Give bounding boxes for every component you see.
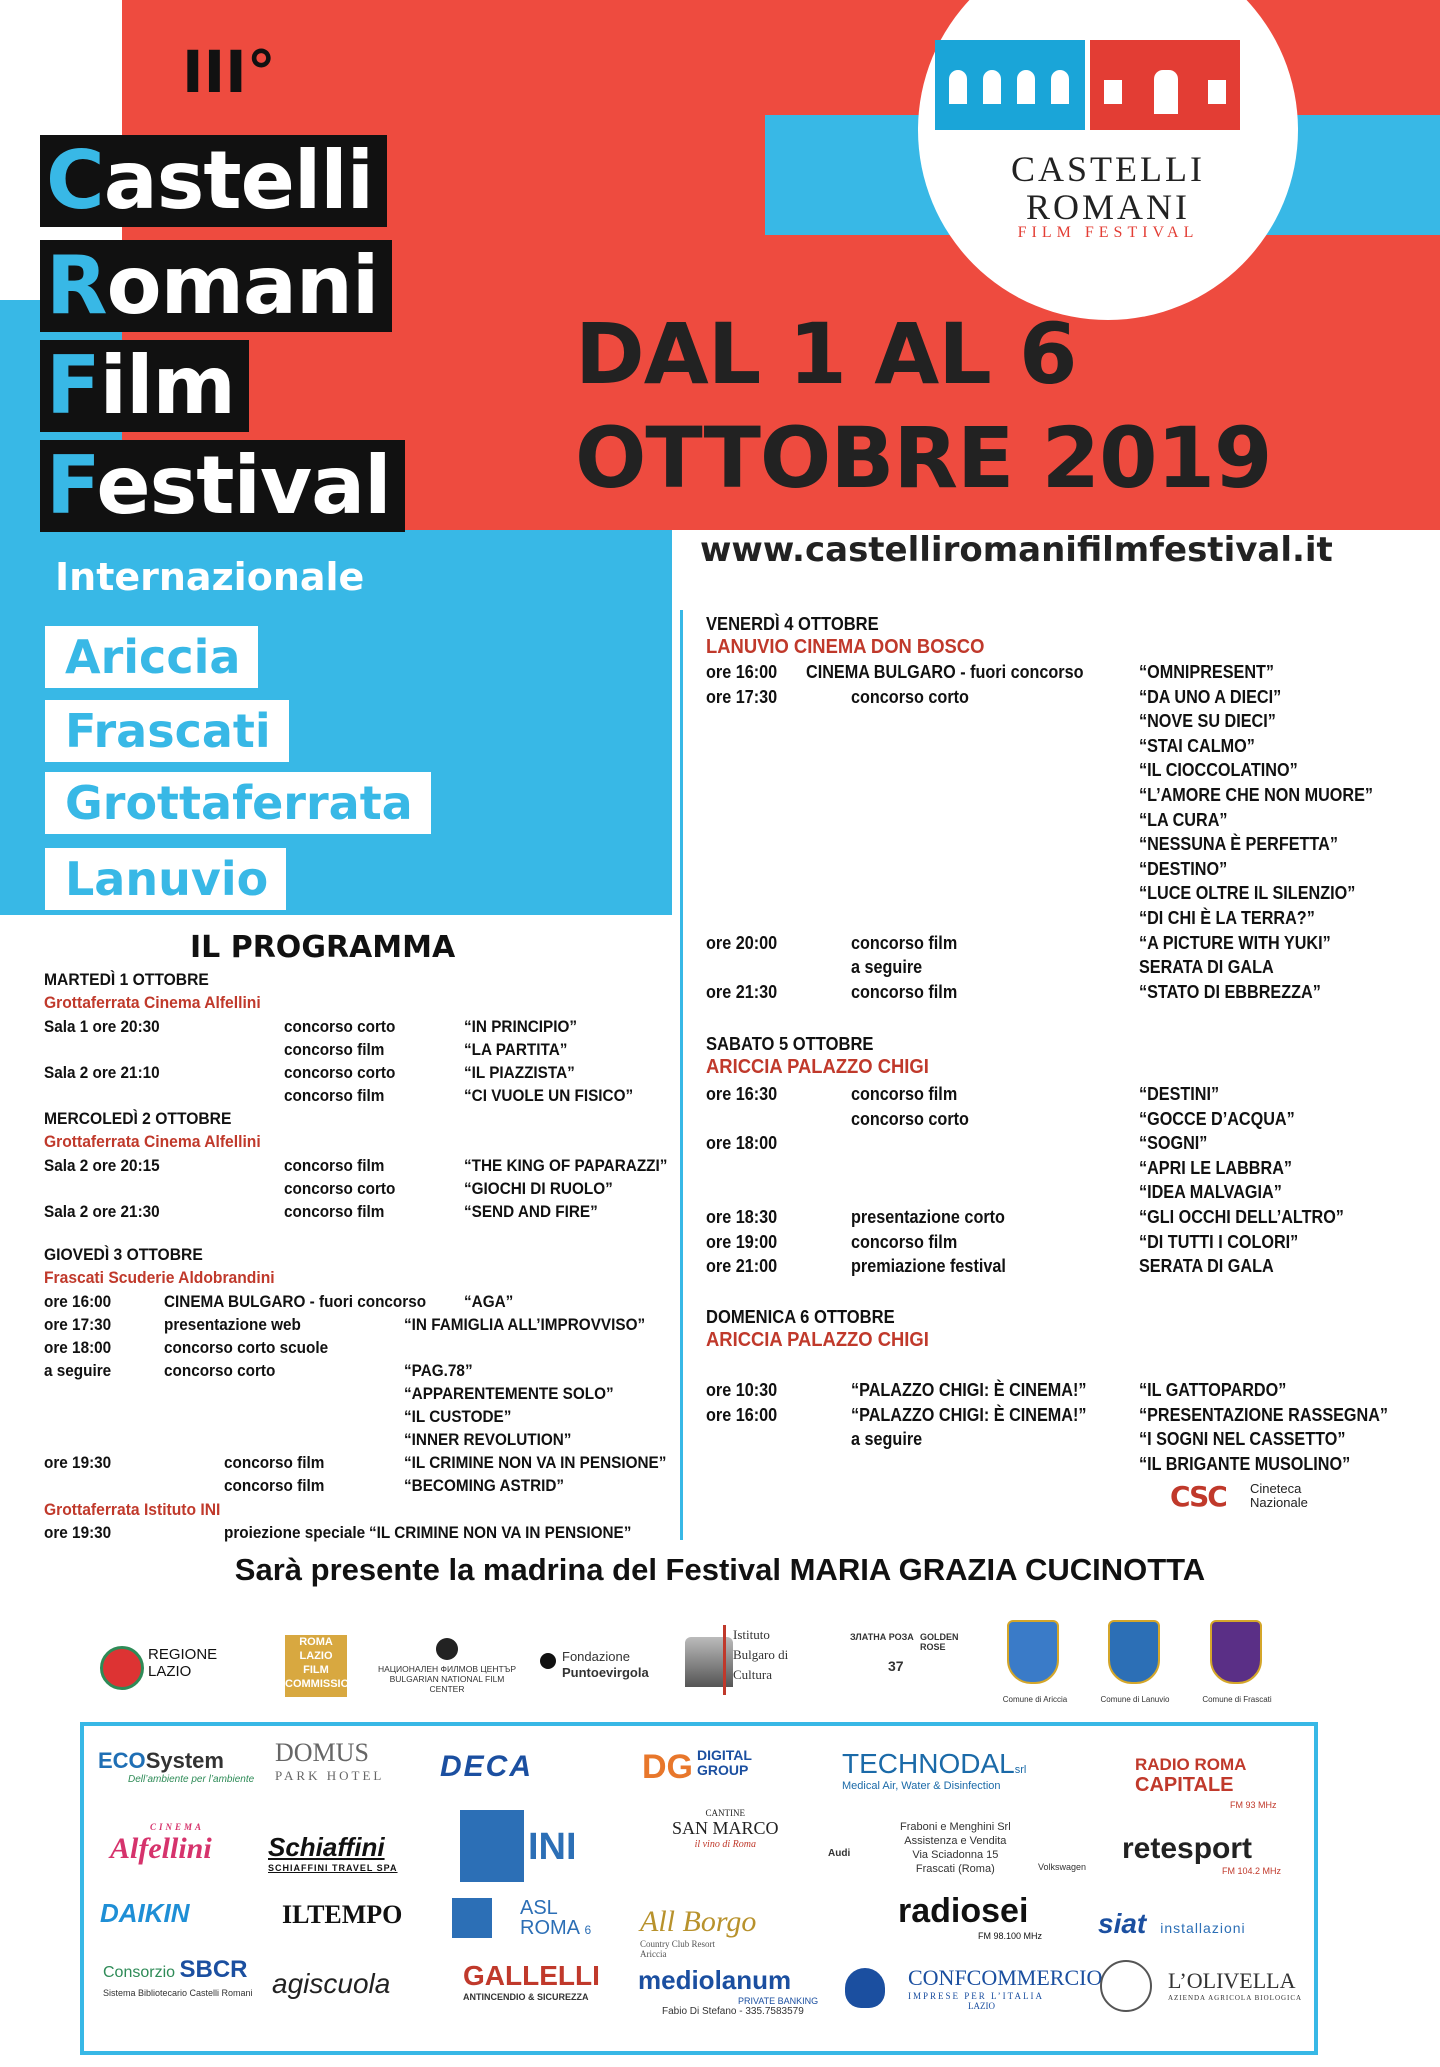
eagle-icon bbox=[845, 1968, 885, 2008]
title-line-romani: Romani bbox=[40, 240, 392, 332]
schedule-row: “IL CIOCCOLATINO” bbox=[1139, 760, 1298, 781]
schedule-row: “NOVE SU DIECI” bbox=[1139, 711, 1276, 732]
schedule-row: concorso corto “GIOCHI DI RUOLO” bbox=[284, 1179, 613, 1198]
schedule-block bbox=[44, 1292, 674, 1499]
venue-heading: LANUVIO CINEMA DON BOSCO bbox=[706, 636, 985, 658]
day-heading: MARTEDÌ 1 OTTOBRE bbox=[44, 970, 209, 989]
schedule-row: “L’AMORE CHE NON MUORE” bbox=[1139, 784, 1374, 805]
sponsor-mediolanum: mediolanum PRIVATE BANKING Fabio Di Stefano - 335.7583579 bbox=[638, 1965, 819, 2017]
edition-number: III° bbox=[182, 38, 276, 106]
schedule-block bbox=[706, 1084, 1426, 1281]
day-heading: DOMENICA 6 OTTOBRE bbox=[706, 1307, 895, 1327]
schedule-row: “LUCE OLTRE IL SILENZIO” bbox=[1139, 883, 1356, 904]
sponsor-deca: DECA bbox=[440, 1750, 534, 1783]
schedule-row: “LA CURA” bbox=[1139, 809, 1228, 830]
sponsor-volkswagen: Volkswagen bbox=[1038, 1862, 1087, 1872]
schedule-row: concorso film “LA PARTITA” bbox=[284, 1040, 568, 1059]
program-title: IL PROGRAMMA bbox=[190, 930, 456, 965]
comune-lanuvio-label: Comune di Lanuvio bbox=[1100, 1695, 1170, 1704]
schedule-row: ore 21:00 premiazione festival SERATA DI GALA bbox=[706, 1256, 1274, 1277]
schedule-row: Sala 2 ore 20:15 concorso film “THE KING OF PAPARAZZI” bbox=[44, 1156, 668, 1175]
schedule-row: Sala 2 ore 21:10 concorso corto “IL PIAZZISTA” bbox=[44, 1063, 575, 1082]
festival-dates: DAL 1 AL 6 OTTOBRE 2019 bbox=[575, 305, 1272, 507]
schedule-row: ore 18:00 “SOGNI” bbox=[706, 1133, 1208, 1154]
town-grottaferrata: Grottaferrata bbox=[45, 772, 431, 834]
film-commission-logo: ROMA LAZIO FILM COMMISSION bbox=[285, 1635, 347, 1697]
day-heading: VENERDÌ 4 OTTOBRE bbox=[706, 614, 879, 634]
schedule-row: “NESSUNA È PERFETTA” bbox=[1139, 834, 1338, 855]
comune-lanuvio-crest-icon bbox=[1108, 1620, 1160, 1684]
day-heading: MERCOLEDÌ 2 OTTOBRE bbox=[44, 1109, 232, 1128]
subtitle-internazionale: Internazionale bbox=[55, 555, 365, 599]
schedule-row: ore 16:30 concorso film “DESTINI” bbox=[706, 1084, 1220, 1104]
schedule-row: a seguire concorso corto “PAG.78” bbox=[44, 1361, 473, 1380]
sponsor-daikin: DAIKIN bbox=[100, 1898, 190, 1928]
schedule-block bbox=[44, 1523, 674, 1546]
schedule-row: Sala 2 ore 21:30 concorso film “SEND AND FIRE” bbox=[44, 1202, 598, 1221]
sponsor-ini: INI bbox=[528, 1826, 577, 1868]
town-frascati: Frascati bbox=[45, 700, 289, 762]
istituto-bulgaro-logo: Istituto Bulgaro di Cultura bbox=[685, 1625, 815, 1695]
schedule-row: concorso corto “GOCCE D’ACQUA” bbox=[851, 1108, 1295, 1129]
schedule-row: “APRI LE LABBRA” bbox=[1139, 1157, 1292, 1178]
schedule-row: ore 18:30 presentazione corto “GLI OCCHI DELL’ALTRO” bbox=[706, 1206, 1344, 1227]
day-heading: GIOVEDÌ 3 OTTOBRE bbox=[44, 1245, 203, 1264]
golden-rose-logo: ЗЛАТНА РОЗА 37 GOLDEN ROSE bbox=[850, 1632, 959, 1674]
sponsor-confcommercio: CONFCOMMERCIO IMPRESE PER L’ITALIA LAZIO bbox=[908, 1965, 1103, 2011]
sponsor-domus: DOMUS PARK HOTEL bbox=[275, 1738, 385, 1783]
cineteca-logo: CSC Cineteca Nazionale bbox=[1170, 1480, 1308, 1513]
sponsor-radiosei: radiosei FM 98.100 MHz bbox=[898, 1892, 1043, 1941]
schedule-row: ore 16:00 “PALAZZO CHIGI: È CINEMA!” “PRESENTAZIONE RASSEGNA” bbox=[706, 1404, 1389, 1425]
sponsor-ecosystem: ECOSystem Dell’ambiente per l’ambiente bbox=[98, 1748, 255, 1785]
schedule-row: “STAI CALMO” bbox=[1139, 735, 1255, 756]
comune-ariccia-label: Comune di Ariccia bbox=[1002, 1695, 1068, 1704]
town-ariccia: Ariccia bbox=[45, 626, 258, 688]
town-lanuvio: Lanuvio bbox=[45, 848, 286, 910]
schedule-row: ore 17:30 presentazione web “IN FAMIGLIA ALL’IMPROVVISO” bbox=[44, 1315, 646, 1334]
ini-cross-icon bbox=[460, 1810, 524, 1882]
sponsor-technodal: TECHNODALsrl Medical Air, Water & Disinfection bbox=[842, 1748, 1027, 1792]
schedule-row: ore 20:00 concorso film “A PICTURE WITH YUKI” bbox=[706, 932, 1331, 953]
sponsor-fraboni-menghini: Fraboni e Menghini Srl Assistenza e Vendita Via Sciadonna 15 Frascati (Roma) bbox=[900, 1821, 1011, 1875]
sponsor-audi: Audi bbox=[828, 1848, 851, 1859]
sponsor-schiaffini: Schiaffini SCHIAFFINI TRAVEL SPA bbox=[268, 1832, 398, 1873]
venue-heading: Grottaferrata Istituto INI bbox=[44, 1500, 221, 1519]
sponsor-retesport: retesport FM 104.2 MHz bbox=[1122, 1832, 1282, 1876]
regione-lazio-logo: REGIONE LAZIO bbox=[100, 1642, 260, 1690]
asl-cross-icon bbox=[452, 1898, 492, 1938]
schedule-row: ore 19:30 concorso film “IL CRIMINE NON VA IN PENSIONE” bbox=[44, 1453, 667, 1472]
schedule-row: a seguire “I SOGNI NEL CASSETTO” bbox=[851, 1429, 1346, 1450]
sponsor-siat: siat installazioni bbox=[1098, 1908, 1246, 1939]
schedule-row: “APPARENTEMENTE SOLO” bbox=[404, 1384, 614, 1403]
sponsor-gallelli: GALLELLI ANTINCENDIO & SICUREZZA bbox=[463, 1960, 600, 2002]
schedule-block bbox=[706, 662, 1426, 1006]
title-line-film: Film bbox=[40, 340, 249, 432]
day-heading: SABATO 5 OTTOBRE bbox=[706, 1034, 874, 1054]
schedule-block bbox=[706, 1380, 1426, 1478]
sponsor-agiscuola: agiscuola bbox=[272, 1968, 391, 1999]
sponsor-all-borgo: All Borgo Country Club Resort Ariccia bbox=[640, 1905, 757, 1959]
logo-text: CASTELLI ROMANI bbox=[1011, 149, 1205, 227]
schedule-row: ore 16:00 CINEMA BULGARO - fuori concorso “AGA” bbox=[44, 1292, 514, 1311]
sponsor-alfellini: CINEMA Alfellini bbox=[110, 1822, 212, 1865]
schedule-row: “IL BRIGANTE MUSOLINO” bbox=[1139, 1453, 1351, 1474]
schedule-row: “DESTINO” bbox=[1139, 858, 1228, 879]
sponsor-asl-roma: ASL ROMA 6 bbox=[520, 1897, 592, 1939]
schedule-block bbox=[44, 1156, 674, 1225]
madrina-announcement: Sarà presente la madrina del Festival MARIA GRAZIA CUCINOTTA bbox=[234, 1552, 1206, 1587]
website-url[interactable]: www.castelliromanifilmfestival.it bbox=[700, 530, 1333, 570]
schedule-row: ore 10:30 “PALAZZO CHIGI: È CINEMA!” “IL GATTOPARDO” bbox=[706, 1380, 1287, 1400]
bulgarian-film-center-logo: НАЦИОНАЛЕН ФИЛМОВ ЦЕНТЪР BULGARIAN NATIONAL FILM CENTER bbox=[372, 1660, 522, 1694]
olivella-seal-icon bbox=[1100, 1960, 1152, 2012]
fondazione-puntoevirgola-logo: Fondazione Puntoevirgola bbox=[540, 1645, 660, 1690]
sponsor-olivella: L’OLIVELLA AZIENDA AGRICOLA BIOLOGICA bbox=[1168, 1968, 1303, 2002]
logo-building-left-icon bbox=[935, 40, 1085, 130]
schedule-row: “INNER REVOLUTION” bbox=[404, 1430, 572, 1449]
title-line-castelli: Castelli bbox=[40, 135, 387, 227]
column-divider bbox=[680, 610, 683, 1540]
venue-heading: Grottaferrata Cinema Alfellini bbox=[44, 993, 261, 1012]
schedule-row: a seguire SERATA DI GALA bbox=[851, 957, 1274, 978]
schedule-row: ore 19:00 concorso film “DI TUTTI I COLORI” bbox=[706, 1231, 1299, 1252]
sponsor-san-marco: CANTINE SAN MARCO il vino di Roma bbox=[672, 1808, 779, 1850]
logo-subtext: FILM FESTIVAL bbox=[1017, 224, 1199, 241]
comune-frascati-crest-icon bbox=[1210, 1620, 1262, 1684]
schedule-row: ore 17:30 concorso corto “DA UNO A DIECI” bbox=[706, 686, 1282, 707]
logo-building-right-icon bbox=[1090, 40, 1240, 130]
venue-heading: ARICCIA PALAZZO CHIGI bbox=[706, 1329, 929, 1351]
schedule-row: ore 21:30 concorso film “STATO DI EBBREZZA” bbox=[706, 981, 1321, 1002]
schedule-row: ore 16:00 CINEMA BULGARO - fuori concorso “OMNIPRESENT” bbox=[706, 662, 1275, 682]
schedule-row: “IDEA MALVAGIA” bbox=[1139, 1182, 1282, 1203]
schedule-row: “DI CHI È LA TERRA?” bbox=[1139, 907, 1315, 928]
sponsor-consorzio-sbcr: Consorzio SBCR Sistema Bibliotecario Castelli Romani bbox=[103, 1956, 253, 1998]
schedule-row: concorso film “CI VUOLE UN FISICO” bbox=[284, 1086, 634, 1105]
schedule-row: Sala 1 ore 20:30 concorso corto “IN PRINCIPIO” bbox=[44, 1017, 578, 1036]
sponsor-digital-group: DG DIGITAL GROUP bbox=[642, 1747, 752, 1786]
venue-heading: Frascati Scuderie Aldobrandini bbox=[44, 1268, 275, 1287]
venue-heading: Grottaferrata Cinema Alfellini bbox=[44, 1132, 261, 1151]
schedule-block bbox=[44, 1017, 674, 1109]
schedule-row: ore 19:30 proiezione speciale “IL CRIMINE NON VA IN PENSIONE” bbox=[44, 1523, 632, 1542]
sponsor-radio-roma-capitale: RADIO ROMA CAPITALE FM 93 MHz bbox=[1135, 1755, 1277, 1810]
comune-frascati-label: Comune di Frascati bbox=[1202, 1695, 1272, 1704]
venue-heading: ARICCIA PALAZZO CHIGI bbox=[706, 1056, 929, 1078]
sponsor-il-tempo: ILTEMPO bbox=[282, 1900, 403, 1929]
comune-ariccia-crest-icon bbox=[1007, 1620, 1059, 1684]
schedule-row: ore 18:00 concorso corto scuole bbox=[44, 1338, 329, 1357]
title-line-festival: Festival bbox=[40, 440, 405, 532]
schedule-row: concorso film “BECOMING ASTRID” bbox=[224, 1476, 565, 1495]
schedule-row: “IL CUSTODE” bbox=[404, 1407, 512, 1426]
